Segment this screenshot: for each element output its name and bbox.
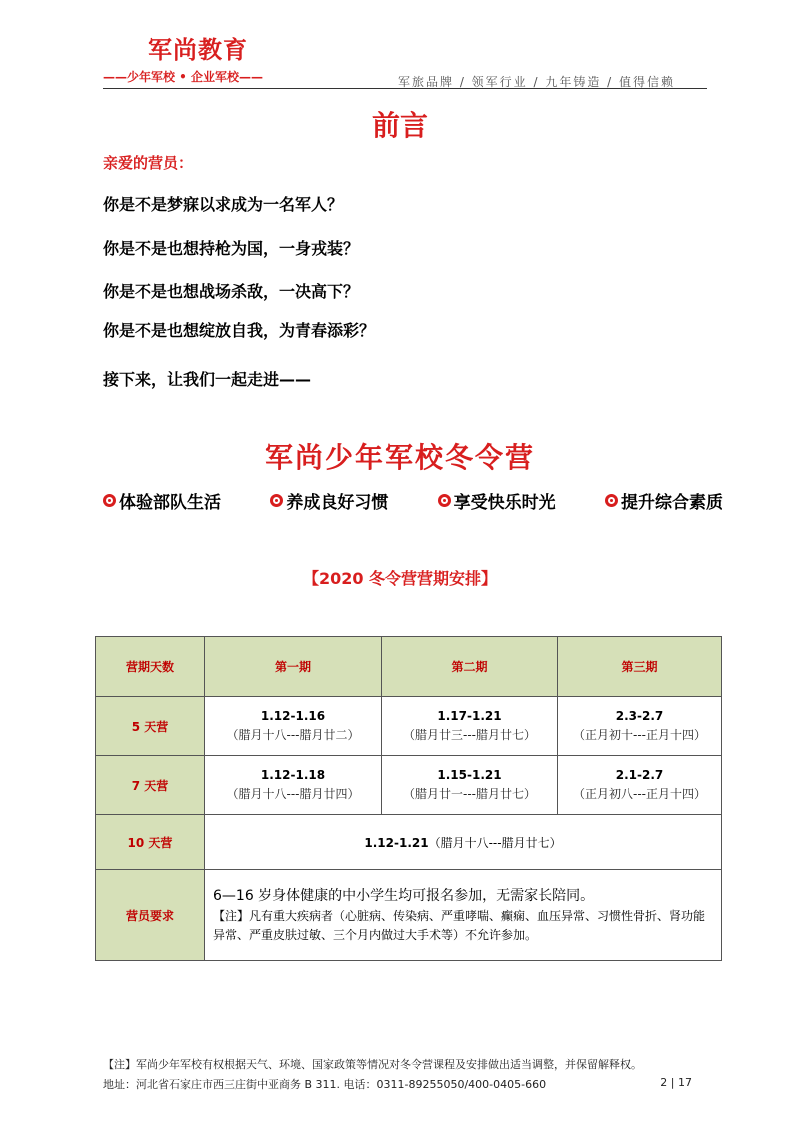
feature-item xyxy=(270,488,388,513)
table-cell xyxy=(205,697,382,756)
greeting: 亲爱的营员： xyxy=(103,154,194,172)
feature-label: 享受快乐时光 xyxy=(453,493,556,513)
page-number: 2 | 17 xyxy=(660,1076,692,1089)
cell-dates: 1.12-1.21 xyxy=(364,835,429,850)
cell-dates: 1.12-1.18 xyxy=(260,768,326,782)
header-cell: 第三期 xyxy=(558,637,722,697)
question-line: 你是不是也想持枪为国，一身戎装？ xyxy=(103,239,360,258)
cell-dates: 1.12-1.16 xyxy=(260,709,326,723)
cell-dates: 1.15-1.21 xyxy=(437,768,502,782)
bullet-circle-icon xyxy=(270,494,283,507)
feature-item xyxy=(438,488,556,513)
feature-label: 养成良好习惯 xyxy=(286,493,389,513)
table-cell xyxy=(382,697,558,756)
table-row xyxy=(96,697,722,756)
requirements-cell xyxy=(205,870,722,961)
cell-lunar: （腊月廿一---腊月廿七） xyxy=(403,787,536,801)
bullet-circle-icon xyxy=(438,494,451,507)
header-slogan: 军旅品牌 / 领军行业 / 九年铸造 / 值得信赖 xyxy=(398,75,676,89)
row-label: 10 天营 xyxy=(96,815,205,870)
cell-dates: 2.3-2.7 xyxy=(615,709,664,723)
bullet-circle-icon xyxy=(605,494,618,507)
cell-lunar: （正月初十---正月十四） xyxy=(573,728,706,742)
preface-title: 前言 xyxy=(371,109,428,142)
table-cell xyxy=(558,756,722,815)
question-line: 你是不是也想战场杀敌，一决高下？ xyxy=(103,282,360,301)
row-label: 营员要求 xyxy=(96,870,205,961)
table-row xyxy=(96,870,722,961)
row-label: 7 天营 xyxy=(96,756,205,815)
requirements-note: 【注】凡有重大疾病者（心脏病、传染病、严重哮喘、癫痫、血压异常、习惯性骨折、肾功能异常、严重皮肤过敏、三个月内做过大手术等）不允许参加。 xyxy=(213,909,706,942)
logo-subtitle: ——少年军校 • 企业军校—— xyxy=(103,70,264,84)
row-label: 5 天营 xyxy=(96,697,205,756)
header-cell: 营期天数 xyxy=(96,637,205,697)
feature-label: 体验部队生活 xyxy=(119,493,221,513)
footer-address: 地址：河北省石家庄市西三庄街中亚商务 B 311. 电话：0311-89255050/400-0405-660 xyxy=(103,1078,547,1091)
table-row xyxy=(96,756,722,815)
question-line: 你是不是也想绽放自我，为青春添彩？ xyxy=(103,321,376,340)
table-header-row xyxy=(96,637,722,697)
table-cell xyxy=(382,756,558,815)
bullet-circle-icon xyxy=(103,494,116,507)
cell-lunar: （腊月十八---腊月廿二） xyxy=(226,728,360,742)
table-cell xyxy=(205,756,382,815)
lead-in: 接下来，让我们一起走进—— xyxy=(103,370,312,389)
table-cell xyxy=(558,697,722,756)
logo-title: 军尚教育 xyxy=(148,35,248,64)
question-line: 你是不是梦寐以求成为一名军人？ xyxy=(103,195,344,214)
table-row xyxy=(96,815,722,870)
header-divider xyxy=(103,88,707,89)
cell-lunar: （腊月廿三---腊月廿七） xyxy=(403,728,536,742)
footer-note: 【注】军尚少年军校有权根据天气、环境、国家政策等情况对冬令营课程及安排做出适当调整，并保留解释权。 xyxy=(103,1058,642,1071)
cell-lunar: （腊月十八---腊月廿七） xyxy=(428,835,562,850)
feature-label: 提升综合素质 xyxy=(620,493,723,513)
schedule-title: 【2020 冬令营营期安排】 xyxy=(302,569,498,588)
requirements-main: 6—16 岁身体健康的中小学生均可报名参加，无需家长陪同。 xyxy=(213,888,595,904)
camp-title: 军尚少年军校冬令营 xyxy=(264,441,535,474)
feature-list xyxy=(103,488,723,513)
feature-item xyxy=(103,488,221,513)
cell-dates: 2.1-2.7 xyxy=(615,768,664,782)
table-cell xyxy=(205,815,722,870)
cell-lunar: （正月初八---正月十四） xyxy=(573,787,706,801)
feature-item xyxy=(605,488,723,513)
cell-lunar: （腊月十八---腊月廿四） xyxy=(226,787,360,801)
header-cell: 第一期 xyxy=(205,637,382,697)
header-cell: 第二期 xyxy=(382,637,558,697)
cell-dates: 1.17-1.21 xyxy=(437,709,502,723)
schedule-table xyxy=(95,636,722,961)
